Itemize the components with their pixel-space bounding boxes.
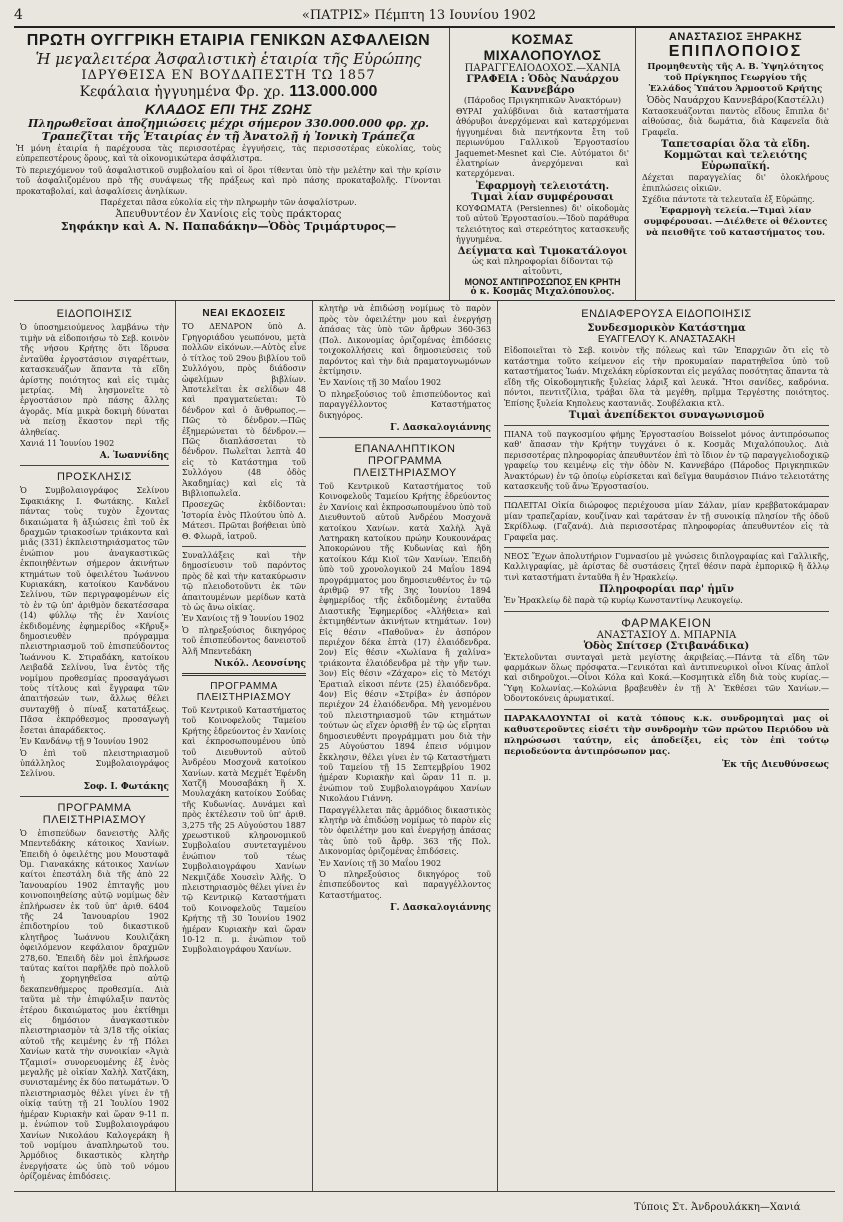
divider <box>504 547 829 548</box>
column-1 <box>14 301 176 1191</box>
xirakis-body2: Ὁδὸς Ναυάρχου Καννεβάρο(Καστέλλι) <box>646 96 825 106</box>
insurance-capital-value: 113.000.000 <box>289 83 378 100</box>
young-more: Ἐν Ἡρακλείῳ δὲ παρὰ τῷ κυρίῳ Κωνσταντίνῳ Λευκογείῳ. <box>504 596 743 606</box>
kosmas-body5: Δείγματα καὶ Τιμοκατάλογοι <box>457 246 628 258</box>
store-label: Συνδεσμορικὸν Κατάστημα <box>587 323 746 335</box>
printer-line: Τύποις Στ. Ἀνδρουλάκκη—Χανιά <box>634 1201 801 1213</box>
insurance-body3: Παρέχεται πᾶσα εὐκολία εἰς τὴν πληρωμὴν τῶν ἀσφαλίστρων. <box>100 198 357 208</box>
interest-title: ΕΝΔΙΑΦΕΡΟΥΣΑ ΕΙΔΟΠΟΙΗΣΙΣ <box>581 308 752 321</box>
kosmas-body8: ὁ κ. Κοσμᾶς Μιχαλόπουλος. <box>470 287 615 298</box>
divider <box>504 611 829 612</box>
summary-role: Ὁ πληρεξούσιος δικηγόρος τοῦ ἐπισπεύδοντος δανειστοῦ Ἀλῆ Μπεντεδάκη <box>182 625 306 656</box>
main-columns <box>14 301 835 1191</box>
pharmacy-body: Ἐκτελοῦνται συνταγαὶ μετὰ μεγίστης ἀκριβείας.—Πάντα τὰ εἴδη τῶν φαρμάκων ὅλως πρόσφατα.—Γενικόται καὶ ἀντιπνευρικοὶ οἶνοι Κίνας ἁπλοῖ καὶ σιδηροῦχοι.—Οἶνοι Κόλα καὶ Κοκά.—Κοσμητικὰ εἴδη διὰ τοὺς κυρίας.—Ὕφη Κολωνίας.—Κολώνια βραβευθὲν ἐν τῇ Ἀ' Ἐκθέσει τῶν Χανίων.—Ὀδοντοκόνεις ἀρωματικαί. <box>504 652 829 704</box>
auction2-body: Τοῦ Κεντρικοῦ Καταστήματος τοῦ Κοινοφελοῦς Ταμείου Κρήτης ἑδρεύοντος ἐν Χανίοις καὶ ἐκπροσωπουμένου ὑπὸ τοῦ Διευθυντοῦ αὐτοῦ Ἀνδρέου Μοσχονᾶ κατοίκου Χανίων. κατὰ Μεχμέτ Ἐφένδη Χατζῆ Μουσαβάκη ἢ Χ. Μουλαχάκη κατοίκου Σούδας τῆς Κυδωνίας. Δυνάμει καὶ πρὸς ἐκτέλεσιν τοῦ ὑπ' ἀριθ. 3,275 τῆς 25 Αὐγούστου 1887 χρεωστικοῦ κληρονομικοῦ Συμβολαίου συντεταγμένου ἐνώπιον τοῦ τέως Συμβολαιογράφου Χανίων Νεκμιζάδε Χουσεὶν Ἀλῆς. Ὁ πλειστηριασμὸς θέλει γίνει ἐν τῷ Κεντρικῷ Καταστήματι τοῦ Κοινοφελοῦς Ταμείου Κρήτης τῇ 30 Ἰουνίου 1902 ἡμέραν Κυριακὴν καὶ ὥραν 10-12 π. μ. ἐνώπιον τοῦ Συμβολαιογράφου Χανίων. <box>182 706 306 955</box>
masthead-line <box>302 8 536 23</box>
kosmas-body4: ΚΟΥΦΩΜΑΤΑ (Persiennes) δι' οἰκοδομὰς τοῦ αὐτοῦ Ἐργοστασίου.—Ἰδοὺ παράθυρα τελειότητος καὶ στερεότητος κατασκευῆς ἠγγυημένα. <box>456 203 629 245</box>
newspaper-name: «ΠΑΤΡΙΣ» <box>301 7 371 23</box>
xirakis-body1: Προμηθευτὴς τῆς Α. Β. Ὑψηλότητος τοῦ Πρίγκηπος Γεωργίου τῆς Ἑλλάδος Ὑπάτου Ἁρμοστοῦ Κρήτης <box>647 62 824 94</box>
subscribers-sign: Ἐκ τῆς Διευθύνσεως <box>721 759 829 770</box>
store-body: Εἰδοποιεῖται τὸ Σεβ. κοινὸν τῆς πόλεως καὶ τῶν Ἐπαρχιῶν ὅτι εἰς τὸ κατάστημα τοῦτο κείμενον εἰς τὴν προκυμαίαν παρατηθεῖσα ὑπὸ τοῦ καταστήματος Ἰωάν. Μιχελάκη εὑρίσκονται εἰς μεγάλας ποσότητας ἅπαντα τὰ εἴδη τῆς Οἰκοδομητικῆς ξυλείας λάριξ καὶ λευκά. Ἤτοι σανίδες, καδρόνια. πόντοι, πεντιτζίλια, τράβαι ὅλα τὰ μεγέθη, πρῖμμα Τεργέστης ποιότητος. Ἐπίσης ξυλεία Κηπολευς καστανιᾶς. Σουβέλακια κτλ. <box>504 346 829 408</box>
kosmas-office: ΓΡΑΦΕΙΑ : Ὁδὸς Ναυάρχου Καννεβάρο <box>466 74 619 96</box>
divider <box>20 465 169 466</box>
store-price: Τιμαὶ ἀνεπίδεκτοι συναγωνισμοῦ <box>568 409 765 421</box>
insurance-banks: Τραπεζῖται τῆς Ἑταιρίας ἐν τῇ Ἀνατολῇ ἡ Ἰονικὴ Τράπεζα <box>41 130 416 143</box>
divider <box>182 673 306 676</box>
new-pubs-more: Προσεχῶς ἐκδίδονται: Ἱστορία ἑνὸς Πλούτου ὑπὸ Δ. Μάτεσι. Πρῶται βοήθειαι ὑπὸ Θ. Φλωρᾶ, ἰατροῦ. <box>182 500 306 541</box>
auction3-title: ΕΠΑΝΑΛΗΠΤΙΚΟΝ ΠΡΟΓΡΑΜΜΑ ΠΛΕΙΣΤΗΡΙΑΣΜΟΥ <box>353 442 457 479</box>
insurance-body1: Ἡ μόνη ἑταιρία ἡ παρέχουσα τὰς περισσοτέρας ἐγγυήσεις, τὰς περισσοτέρας εὐκολίας, τοὺς εὐπρεπεστέρους ὅρους, καὶ τὰ οἰκονομικώτερα ἀσφάλιστρα. <box>16 144 441 164</box>
divider <box>504 425 829 426</box>
insurance-title: ΠΡΩΤΗ ΟΥΓΓΡΙΚΗ ΕΤΑΙΡΙΑ ΓΕΝΙΚΩΝ ΑΣΦΑΛΕΙΩΝ <box>26 32 431 49</box>
page-header <box>14 4 835 28</box>
kosmas-body6: ὡς καὶ πληροφορίαι δίδονται τῷ αἰτοῦντι, <box>472 257 613 278</box>
new-pubs-title: ΝΕΑΙ ΕΚΔΟΣΕΙΣ <box>202 308 286 320</box>
pharmacy-title: ΦΑΡΜΑΚΕΙΟΝ <box>621 615 712 630</box>
store-name: ΕΥΑΓΓΕΛΟΥ Κ. ΑΝΑΣΤΑΣΑΚΗ <box>597 334 736 346</box>
pharmacy-name: ΑΝΑΣΤΑΣΙΟΥ Δ. ΜΠΑΡΝΙΑ <box>596 629 737 641</box>
xirakis-body7: Σχέδια πάντοτε τὰ τελευταῖα ἐξ Εὐρώπης. <box>642 195 815 205</box>
insurance-founded: ΙΔΡΥΘΕΙΣΑ ΕΝ ΒΟΥΔΑΠΕΣΤΗ ΤΩ 1857 <box>81 68 376 83</box>
new-pubs-body: ΤΟ ΔΕΝΔΡΟΝ ὑπὸ Δ. Γρηγοριάδου γεωπόνου, μετὰ πολλῶν εἰκόνων.—Αὐτὸς εἶνε ὁ τίτλος τοῦ 29ου βιβλίου τοῦ Συλλόγου, πρὸς διάδοσιν ὠφελίμων βιβλίων. Ἀποτελεῖται ἐκ σελίδων 48 καὶ πραγματεύεται: Τὸ δένδρον καὶ ὁ ἄνθρωπος.—Πῶς τὸ δένδρον.—Πῶς ἐξημερώνεται τὸ δένδρον.—Πῶς διαπλάσσεται τὸ δένδρον. Πωλεῖται λεπτὰ 40 εἰς τὸ Κατάστημα τοῦ Συλλόγου (48 ὁδὸς Ἀκαδημίας) καὶ εἰς τὰ Βιβλιοπωλεῖα. <box>182 322 306 498</box>
col3-body1-signature: Γ. Δασκαλογιάννης <box>390 422 491 433</box>
house-advert: ΠΩΛΕΙΤΑΙ Οἰκία διώροφος περιέχουσα μίαν Σάλαν, μίαν κρεββατοκάμαραν μίαν τραπεζαρίαν, κουζίναν καὶ ταράτσαν ἐν τῇ συνοικίᾳ πλησίον τῆς ὁδοῦ Σκρίδλωφ. (Γαζανά). Διὰ περισσοτέρας πληροφορίας ἀπευθυντέον εἰς τὰ Γραφεῖα μας. <box>504 501 829 542</box>
kosmas-advert <box>450 28 636 300</box>
notice-body: Ὁ ὑποσημειούμενος λαμβάνω τὴν τιμὴν νὰ εἰδοποιήσω τὸ Σεβ. κοινὸν τῆς νήσου Κρήτης ὅτι ἵδρυσα ἐνταῦθα ἐργοστάσιον σιγαρέττων, κατασκευάζων ἅπαντα τὰ εἴδη ἀρίστης ποιότητος καὶ εἰς τιμὰς μετρίας. Μὴ λησμονεῖτε τὸ ἐργοστάσιον πρὸ πάσης ἄλλης ἀγορᾶς. Μία μικρὰ δοκιμὴ δύναται νὰ πείσῃ ἕκαστον περὶ τῆς ἀληθείας. <box>20 323 169 437</box>
subscribers-notice: ΠΑΡΑΚΑΛΟΥΝΤΑΙ οἱ κατὰ τόπους κ.κ. συνδρομηταὶ μας οἱ καθυστεροῦντες εἰσέτι τὴν συνδρομὴν τῶν πρώτου Περιόδου νὰ πληρώσωσι ταύτην, εἰς ἀποδείξει, εἰς τὸν ἐπὶ τούτῳ περιοδεύοντα ἀντιπρόσωπον μας. <box>504 713 829 757</box>
summary-signature: Νικόλ. Λεονσίνης <box>214 659 306 670</box>
summary-body: Συναλλάξεις καὶ τὴν δημοσίευσιν τοῦ παρόντος πρὸς δὲ καὶ τὴν κατακύρωσιν τῷ πλειοδοτοῦντι ἐκ τῶν ἀπαιτουμένων μερίδων κατὰ τὸ ὡς ἄνω οἰκίας. <box>182 551 306 613</box>
divider <box>504 709 829 710</box>
divider <box>319 437 491 438</box>
page-number: 4 <box>14 7 23 23</box>
xirakis-subtitle: ΕΠΙΠΛΟΠΟΙΟΣ <box>668 43 803 60</box>
insurance-paid: Πληρωθεῖσαι ἀποζημιώσεις μέχρι σήμερον 330.000.000 φρ. χρ. <box>28 117 429 130</box>
xirakis-body6: Δέχεται παραγγελίας δι' ὁλοκλήρους ἐπιπλώσεις οἰκιῶν. <box>642 173 829 193</box>
insurance-body2: Τὸ περιεχόμενον τοῦ ἀσφαλιστικοῦ συμβολαίου καὶ οἱ ὅροι τίθενται ὑπὸ τὴν μελέτην καὶ τὴν κρίσιν τοῦ ἀσφαλιζομένου πρὸ τῆς συνάψεως τῆς πράξεως καὶ πρὸ πάσης προκαταβολῆς. Γίνονται προκαταβολαί, καὶ ἀσφαλίσεις ἀνηλίκων. <box>16 165 441 196</box>
col3-body2-date: Ἐν Χανίοις τῇ 30 Μαΐου 1902 <box>319 858 442 868</box>
xirakis-advert <box>636 28 835 300</box>
summary-date: Ἐν Χανίοις τῇ 9 Ἰουνίου 1902 <box>182 614 305 624</box>
kosmas-subtitle: ΠΑΡΑΓΓΕΛΙΟΔΟΧΟΣ.—ΧΑΝΙΑ <box>464 63 621 74</box>
xirakis-body8: Ἐφαρμογὴ τελεία.—Τιμαὶ λίαν συμφέρουσαι. —Διέλθετε οἱ θέλοντες νὰ πεισθῆτε τοῦ καταστήματος του. <box>643 206 828 239</box>
divider <box>182 546 306 547</box>
notice-date: Χανιά 11 Ἰουνίου 1902 <box>20 438 115 448</box>
kosmas-office-sub: (Πάροδος Πριγκηπικῶν Ἀνακτόρων) <box>463 96 622 106</box>
insurance-agents-names: Σηφάκην καὶ Α. Ν. Παπαδάκην—Ὁδὸς Τριμάρτυρος— <box>60 220 397 234</box>
column-2 <box>176 301 313 1191</box>
insurance-agents: Ἀπευθυντέον ἐν Χανίοις εἰς τοὺς πράκτορας <box>115 209 342 221</box>
invite-signature: Σοφ. Ι. Φωτάκης <box>83 781 169 792</box>
col3-body1-date: Ἐν Χανίοις τῇ 30 Μαΐου 1902 <box>319 378 442 388</box>
top-adverts <box>14 28 835 301</box>
piano-advert: ΠΙΑΝΑ τοῦ παγκοσμίου φήμης Ἐργοστασίου Boisselot μόνος ἀντιπρόσωπος καθ' ἅπασαν τὴν Κρήτην τυγχάνει ὁ κ. Κοσμᾶς Μιχαλόπουλος. Διὰ περισσοτέρας πληροφορίας ἀπευθυντέον ἐπὶ τὸ ἴδιον ἐν τῷ παραγγελιοδοχικῷ γραφείῳ του κειμένῳ εἰς τὴν ὁδὸν Ν. Καννεβάρο (Πάροδος Πριγκηπικῶν Ἀνακτόρων) ἐν τῷ ὁποίῳ εὑρίσκεται καὶ δεῖγμα θαυμάσιον Πιάνο τελειοτάτης κατασκευῆς τοῦ ἄνω Ἐργοστασίου. <box>504 429 829 491</box>
divider <box>20 796 169 797</box>
invite-title: ΠΡΟΣΚΛΗΣΙΣ <box>57 471 132 484</box>
kosmas-body7: ΜΟΝΟΣ ΑΝΤΙΠΡΟΣΩΠΟΣ ΕΝ ΚΡΗΤΗ <box>464 277 621 288</box>
xirakis-body5: Κομμῶται καὶ τελειότης Εὐρωπαϊκή. <box>663 150 808 173</box>
page-footer <box>14 1191 835 1222</box>
auction3-body: Τοῦ Κεντρικοῦ Καταστήματος τοῦ Κοινοφελοῦς Ταμείου Κρήτης ἑδρεύοντος ἐν Χανίοις καὶ ἐκπροσωπουμένου ὑπὸ τοῦ Διευθυντοῦ αὐτοῦ Ἀνδρέου Μοσχονᾶ κατοίκου Χανίων. κατὰ Χαλὴλ Ἀγᾶ Λατηρακη κατοίκου πρώην Κουκουνάρας Ἀποκορώνου τῆς Κυδωνίας καὶ ἤδη κατοίκου Κάμ Κιοϊ τῶν Χανίων. Ἐπειδὴ ὑπὸ τοῦ χρονολογικοῦ 24 Μαΐου 1894 προγράμματος μου δημοσιευθέντος ἐν τῷ ἀριθμῷ 97 τῆς 3ης Ἰουνίου 1894 ἐφημερίδος τῆς ἐκδιδομένης ἐνταῦθα Διαστικῆς Ἐφημερίδος «Ἀλήθεια» καὶ ἐκτιμηθέντων ἀκινήτων κτημάτων. 1ον) Εἰς θέσιν «Παθοῦνα» ἐν ἀσπόρον περιέχον δέκα ἑπτὰ (17) ἐλαιόδενδρα. 2ον) Εἰς θέσιν «Χωλίανα ἢ χαλίνα» τριάκοντα ἐλαιόδενδρα μὲ τὴν γῆν των. 3ον) Εἰς θέσιν «Ζάχαρο» εἰς τὸ Μετόχι Ἐρατιαλ εἰκοσι πέντε (25) ἐλαιόδενδρα. 4ον) Εἰς θέσιν «Στρίβα» ἐν ἀσπόρον περιέχον 24 ἐλαιόδενδρα. Μὴ γενομένου τοῦ πλειστηριασμοῦ τῶν κτημάτων τούτων ὡς εἴχεν ὁρισθῇ ἐν τῷ ὡς εἴρηται δημοσιευθέντι προγράμματι μου διὰ τὴν 25 Αὐγούστου 1894 ἐπεισ νόμιμον ἔκκλησιν, θέλει γίνει ἐν τῷ Καταστήματι τοῦ Ταμείου τῇ 15 Σεπτεμβρίου 1902 ἡμέραν Κυριακὴν καὶ ὥραν 11 π. μ. ἐνώπιον τοῦ Συμβολαιογράφου Χανίων Νικολάου Γιάννη. <box>319 481 491 804</box>
auction2-title: ΠΡΟΓΡΑΜΜΑ ΠΛΕΙΣΤΗΡΙΑΣΜΟΥ <box>196 681 292 704</box>
column-4 <box>498 301 835 1191</box>
notice-title: ΕΙΔΟΠΟΙΗΣΙΣ <box>56 308 133 321</box>
auction-body: Ὁ ἐπισπεύδων δανειστὴς Ἀλῆς Μπεντεδάκης κάτοικος Χανίων. Ἐπειδὴ ὁ ὀφειλέτης μου Μουσταφᾶ Ὀμ. Γιανακάκης κάτοικος Χανίων καίτοι ἐπεστάλη διὰ τῆς ἀπὸ 22 Ἰανουαρίου 1902 ἐπιταγῆς μου κοινοποιηθείσης αὐτῷ νομίμως δὲν ἐπλήρωσεν ἐκ τοῦ ὑπ' ἀριθ. 6404 τῆς 24 Ἰανουαρίου 1902 ἐπιδοτηρίου τοῦ δικαστικοῦ κλητῆρος Ἰωάννου Κουλιζάκη ὀφειλόμενον κεφάλαιον δραχμῶν 278,60. Ἐπειδὴ δὲν μοὶ ἐπλήρωσε ταύτας καίτοι παρῆλθε πρὸ πολλοῦ ἡ χορηγηθεῖσα αὐτῷ δεκαπενθήμερος προθεσμία. Διὰ ταῦτα μὲ τὴν ἐπιφύλαξιν παντὸς ἑτέρου δικαιώματος μου ἐκτίθημι εἰς δημόσιον ἀναγκαστικὸν πλειστηριασμὸν τὰ 3/18 τῆς οἰκίας αὐτοῦ τῆς κειμένης ἐν τῇ Πόλει Χανίων κατὰ τὴν συνοικίαν «Ἁγιὰ Τζαμισί» συνορευομένης ἐξ ἑνὸς μεγαλῆς μὲ οἰκίαν Χαλὴλ Χατζάκη, συνισταμένης ἐκ δύο πατωμάτων. Ὁ πλειστηριασμὸς θέλει γίνει ἐν τῇ οἰκίᾳ ταύτῃ τῇ 21 Ἰουλίου 1902 ἡμέραν Κυριακὴν καὶ ὥραν 9-11 π. μ. ἐνώπιον τοῦ Συμβολαιογράφου Χανίων Νικολάου Καλογεράκη ἢ τοῦ νομίμου ἀναπληρωτοῦ του. Ἀρμόδιος δικαστικὸς κλητὴρ ἐνεργήσατε ὡς ὑπὸ τοῦ νόμου ὁρίζομένας ἐπιδόσεις. <box>20 828 169 1182</box>
pharmacy-street: Ὁδὸς Σπίτσερ (Στιβανάδικα) <box>583 640 750 652</box>
young-advert: ΝΕΟΣ Ἔχων ἀπολυτήριον Γυμνασίου μὲ γνώσεις διπλογραφίας καὶ Γαλλικῆς, Καλλιγραφίας, μὲ ἀρίστας δὲ συστάσεις ζητεῖ θέσιν παρὰ ἐμπορικῷ ἢ ἄλλῳ τινὶ καταστήματι ἐνταῦθα ἢ ἐν Ἡρακλείῳ. <box>504 551 829 582</box>
col3-body1-role: Ὁ πληρεξούσιος τοῦ ἐπισπεύδοντος καὶ παραγγέλλοντος Καταστήματος δικηγόρος. <box>319 389 491 420</box>
kosmas-body1: ΘΥΡΑΙ χαλύβδιναι διὰ καταστήματα ἀθόρυβοι ἀνερχόμεναι καὶ κατερχόμεναι ἠγγυημέναι διὰ πεντήκοντα ἔτη τοῦ περιωνύμου Γαλλικοῦ Ἐργοστασίου Jaquemet-Mesnet καὶ Cie. Αὐτόματοι δι' ἐλατηρίων ἀνερχόμεναι καὶ κατερχόμεναι. <box>456 107 629 179</box>
insurance-line1: Ἡ μεγαλειτέρα Ἀσφαλιστικὴ ἑταιρία τῆς Εὐρώπης <box>35 50 422 68</box>
insurance-branch: ΚΛΑΔΟΣ ΕΠΙ ΤΗΣ ΖΩΗΣ <box>144 101 313 117</box>
col3-body1: κλητὴρ νὰ ἐπιδώσῃ νομίμως τὸ παρὸν πρὸς τὸν ὀφειλέτην μου καὶ ἐνεργήσῃ ἁπάσας τὰς ὑπὸ τῶν ἄρθρων 360-363 (Πολ. Δικονομίας ὁριζομένας ἐπιδόσεις τοιχοκολλήσεις καὶ δημοσιεύσεις τοῦ παρόντος καὶ τὴν διὰ πραματογνωμόνων ἐκτίμησιν. <box>319 304 491 376</box>
invite-role: Ὁ ἐπὶ τοῦ πλειστηριασμοῦ ὑπάλληλος Συμβολαιογράφος Σελίνου. <box>20 748 169 779</box>
kosmas-body2: Ἐφαρμογὴ τελειοτάτη. <box>475 180 610 192</box>
invite-date: Ἐν Κανδάνῳ τῇ 9 Ἰουνίου 1902 <box>20 737 149 747</box>
column-3 <box>313 301 498 1191</box>
insurance-advert <box>14 28 450 300</box>
kosmas-title: ΚΟΣΜΑΣ ΜΙΧΑΛΟΠΟΥΛΟΣ <box>483 31 602 63</box>
insurance-capital-label: Κεφάλαια ἠγγυημένα Φρ. χρ. <box>79 84 285 100</box>
xirakis-title: ΑΝΑΣΤΑΣΙΟΣ ΞΗΡΑΚΗΣ <box>668 31 803 43</box>
xirakis-body4: Ταπετσαρίαι ὅλα τὰ εἴδη. <box>661 139 810 151</box>
issue-date: Πέμπτη 13 Ιουνίου 1902 <box>374 7 537 23</box>
kosmas-body3: Τιμαὶ λίαν συμφέρουσαι <box>471 191 614 203</box>
young-info: Πληροφορίαι παρ' ἡμῖν <box>599 584 734 596</box>
divider <box>504 496 829 497</box>
auction-title: ΠΡΟΓΡΑΜΜΑ ΠΛΕΙΣΤΗΡΙΑΣΜΟΥ <box>42 801 147 826</box>
col3-body2: Παραγγέλλεται πᾶς ἁρμόδιος δικαστικὸς κλητὴρ νὰ ἐπιδώσῃ νομίμως τὸ παρὸν εἰς τὸν ὀφειλέτην μου καὶ ἐνεργήσῃ ἁπάσας τὰς ὑπὸ τοῦ ἄρθρ. 363 τῆς Πολ. Δικονομίας ὁριζομένας ἐπιδόσεις. <box>319 805 491 857</box>
notice-signature: Α. Ἰωαννίδης <box>99 451 169 462</box>
invite-body: Ὁ Συμβολαιογράφος Σελίνου Σφακιάκης Ι. Φωτάκης. Καλεῖ πάντας τοὺς τυχὸν ἔχοντας δικαιώματα ἢ ἀξιώσεις ἐπὶ τοῦ ἐκ δραχμῶν τριακοσίων τριάκοντα καὶ μιᾶς (331) ἐκπλειστηριάσματος τῶν ἐνώπιον μου ἀναγκαστικῶς ἐκποιηθέντων σήμερον ἀκινήτων κτημάτων τοῦ ὀφειλέτου Ἰωάννου Κυριακάκη, κατοίκου Κανδάνου Σελίνου, τῶν περιγραφομένων εἰς τὸ ἐν τῷ ὑπ' ἀριθμὸν δεκατέσσαρα (14) φύλλῳ τῆς ἐν Χανίοις ἐκδιδομένης ἐφημερίδος «Κῆρυξ» δημοσιευθὲν πρόγραμμα πλειστηριασμοῦ τοῦ ἐπισπεύδοντος Ἰωάννου Κ. Στιραδάκη, κατοίκου Λειβαδᾶ Σελίνου, ἵνα ἐντὸς τῆς νομίμου προθεσμίας προσαγάγωσι τοὺς τίτλους καὶ ἔγγραφα τῶν ἀπαιτήσεών των, ἄλλως θέλει συνταχθῇ ὁ πίναξ κατατάξεως. Πᾶσα ἐκπρόθεσμος προσαγωγὴ ἔσεται ἀπαράδεκτος. <box>20 486 169 735</box>
col3-body2-signature: Γ. Δασκαλογιάννης <box>390 903 491 914</box>
col3-body2-role: Ὁ πληρεξούσιος δικηγόρος τοῦ ἐπισπεύδοντος καὶ παραγγέλλοντος Καταστήματος. <box>319 869 491 900</box>
xirakis-body3: Κατασκευάζονται παντὸς εἴδους ἔπιπλα δι' αἰθούσας, διὰ δωμάτια, διὰ Καφενεῖα διὰ Γραφεῖα. <box>642 107 829 137</box>
